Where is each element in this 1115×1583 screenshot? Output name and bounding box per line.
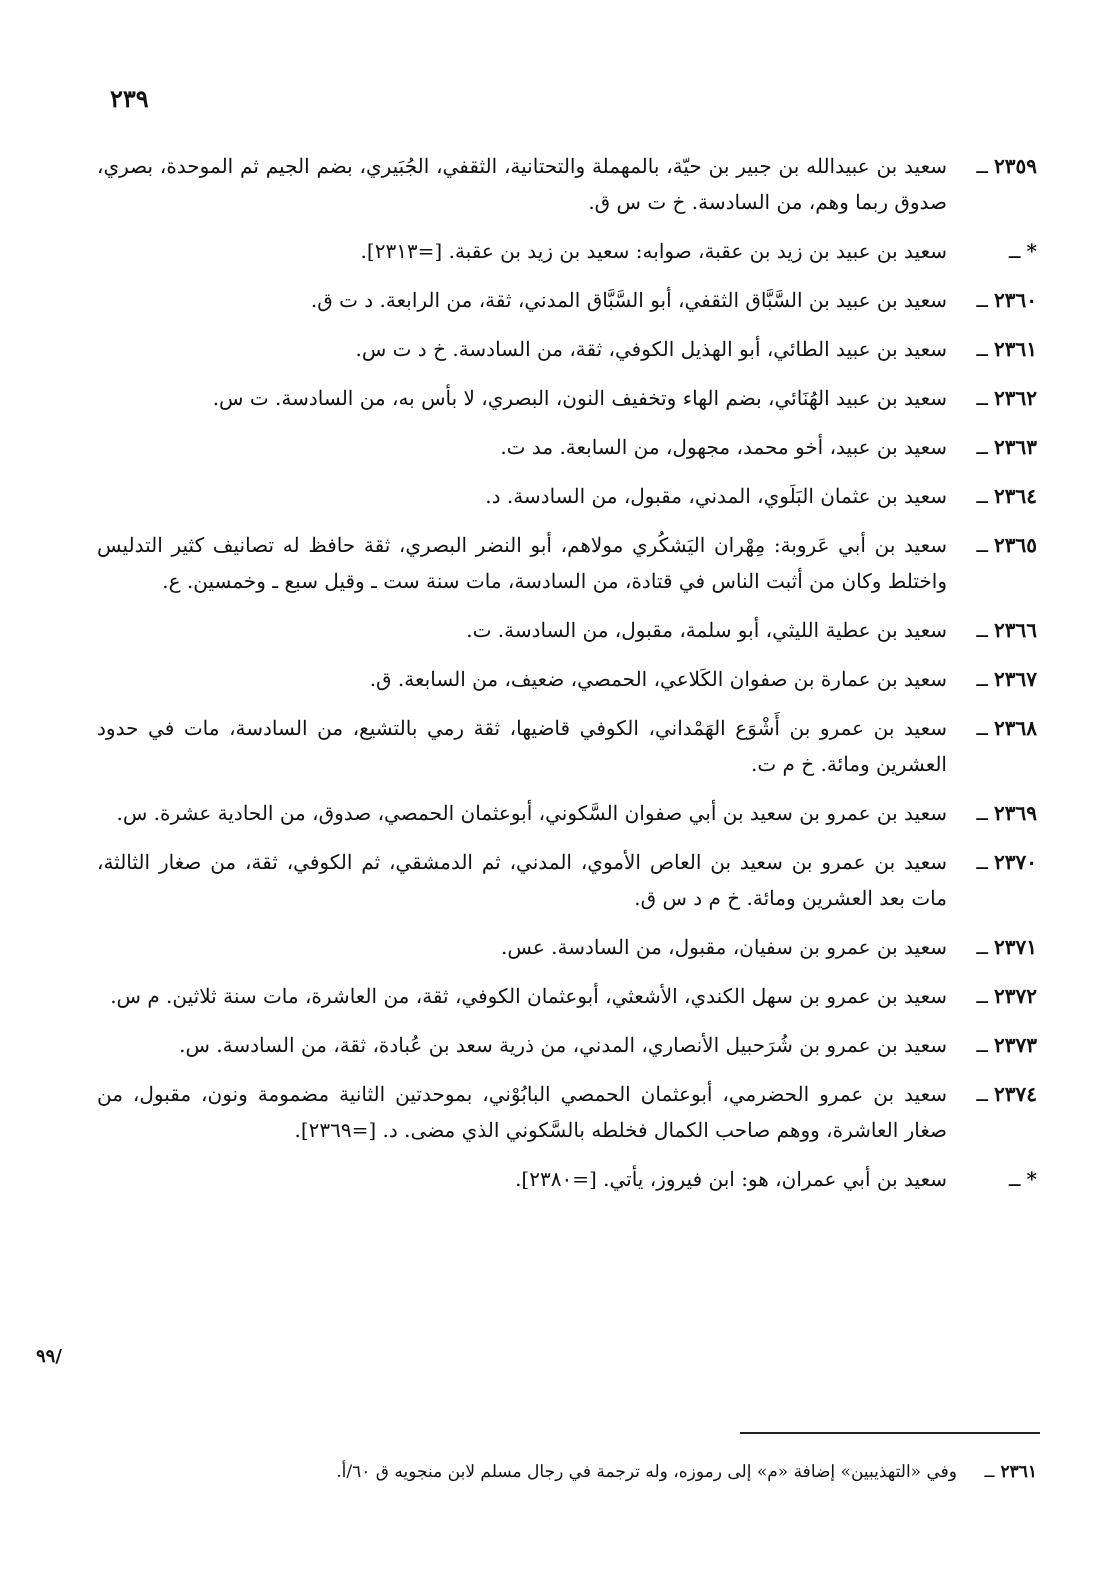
footnote-divider	[740, 1432, 1040, 1434]
page-number: ٢٣٩	[110, 84, 149, 113]
footnote	[97, 1458, 1037, 1486]
entry-text: سعيد بن عبيدالله بن جبير بن حيّة، بالمهملة والتحتانية، الثقفي، الجُبَيري، بضم الجيم ثم الموحدة، بصري، صدوق ربما وهم، من السادسة. خ ت س ق.	[97, 154, 947, 214]
entry-number: ٢٣٦٤ــ	[976, 484, 1037, 508]
entry-text: سعيد بن عمرو بن سعيد بن العاص الأموي، المدني، ثم الدمشقي، ثم الكوفي، ثقة، من صغار الثالثة، مات بعد العشرين ومائة. خ م د س ق.	[97, 850, 947, 910]
entry-item	[97, 527, 1037, 599]
entry-text: سعيد بن أبي عمران، هو: ابن فيروز، يأتي. [=٢٣٨٠].	[515, 1167, 947, 1191]
entry-number: ٢٣٦٥ــ	[976, 533, 1037, 557]
entry-number: ٢٣٦٨ــ	[976, 716, 1037, 740]
entry-number: ٢٣٦٣ــ	[976, 435, 1037, 459]
entry-text: سعيد بن أبي عَروبة: مِهْران اليَشكُري مولاهم، أبو النضر البصري، ثقة حافظ له تصانيف كثير التدليس واختلط وكان من أثبت الناس في قتادة، من السادسة، مات سنة ست ـ وقيل سبع ـ وخمسين. ع.	[97, 533, 947, 593]
entry-number: ٢٣٧٢ــ	[976, 984, 1037, 1008]
entry-item	[97, 661, 1037, 697]
entry-number: *ــ	[1008, 1167, 1037, 1191]
entry-item	[97, 148, 1037, 220]
entry-item	[97, 478, 1037, 514]
entry-text: سعيد بن عمارة بن صفوان الكَلاعي، الحمصي، ضعيف، من السابعة. ق.	[369, 667, 947, 691]
margin-note: /٩٩	[36, 1346, 62, 1367]
entry-text: سعيد بن عطية الليثي، أبو سلمة، مقبول، من السادسة. ت.	[466, 618, 947, 642]
entry-item	[97, 612, 1037, 648]
entry-item	[97, 710, 1037, 782]
entry-item	[97, 795, 1037, 831]
entry-text: سعيد بن عبيد الطائي، أبو الهذيل الكوفي، ثقة، من السادسة. خ د ت س.	[355, 337, 947, 361]
entry-text: سعيد بن عمرو بن سفيان، مقبول، من السادسة. عس.	[501, 935, 947, 959]
entry-item	[97, 282, 1037, 318]
entry-item	[97, 429, 1037, 465]
entry-number: ٢٣٦١ــ	[976, 337, 1037, 361]
entry-item	[97, 1027, 1037, 1063]
entry-text: سعيد بن عمرو بن أَشْوَع الهَمْداني، الكوفي قاضيها، ثقة رمي بالتشيع، من السادسة، مات في حدود العشرين ومائة. خ م ت.	[97, 716, 947, 776]
entry-item	[97, 844, 1037, 916]
entry-text: سعيد بن عبيد، أخو محمد، مجهول، من السابعة. مد ت.	[500, 435, 947, 459]
entry-text: سعيد بن عثمان البَلَوي، المدني، مقبول، من السادسة. د.	[485, 484, 947, 508]
entry-number: ٢٣٧١ــ	[976, 935, 1037, 959]
entry-number: ٢٣٧٣ــ	[976, 1033, 1037, 1057]
entry-number: ٢٣٧٠ــ	[976, 850, 1037, 874]
entry-item	[97, 1161, 1037, 1197]
entry-text: سعيد بن عمرو الحضرمي، أبوعثمان الحمصي البابُوْني، بموحدتين الثانية مضمومة ونون، مقبول، من صغار العاشرة، ووهم صاحب الكمال فخلطه بالسَّكوني الذي مضى. د. [=٢٣٦٩].	[97, 1082, 947, 1142]
footnote-number: ٢٣٦١ــ	[984, 1462, 1037, 1482]
entry-item	[97, 380, 1037, 416]
entry-number: ٢٣٧٤ــ	[976, 1082, 1037, 1106]
entry-text: سعيد بن عمرو بن سهل الكندي، الأشعثي، أبوعثمان الكوفي، ثقة، من العاشرة، مات سنة ثلاثين. م س.	[110, 984, 947, 1008]
entry-number: ٢٣٦٩ــ	[976, 801, 1037, 825]
entry-item	[97, 1076, 1037, 1148]
entry-text: سعيد بن عبيد بن السَّبَّاق الثقفي، أبو السَّبَّاق المدني، ثقة، من الرابعة. د ت ق.	[310, 288, 947, 312]
entry-item	[97, 233, 1037, 269]
entry-item	[97, 331, 1037, 367]
entry-text: سعيد بن عمرو بن شُرَحبيل الأنصاري، المدني، من ذرية سعد بن عُبادة، ثقة، من السادسة. س.	[179, 1033, 947, 1057]
entry-text: سعيد بن عبيد الهُنَائي، بضم الهاء وتخفيف النون، البصري، لا بأس به، من السادسة. ت س.	[212, 386, 947, 410]
entries-list	[97, 148, 1037, 1210]
entry-number: *ــ	[1008, 239, 1037, 263]
footnote-text: وفي «التهذيبين» إضافة «م» إلى رموزه، وله ترجمة في رجال مسلم لابن منجويه ق ٦٠/أ.	[336, 1462, 957, 1482]
entry-number: ٢٣٦٦ــ	[976, 618, 1037, 642]
entry-number: ٢٣٦٠ــ	[976, 288, 1037, 312]
entry-text: سعيد بن عبيد بن زيد بن عقبة، صوابه: سعيد بن زيد بن عقبة. [=٢٣١٣].	[360, 239, 947, 263]
entry-text: سعيد بن عمرو بن سعيد بن أبي صفوان السَّكوني، أبوعثمان الحمصي، صدوق، من الحادية عشرة. س.	[116, 801, 947, 825]
entry-number: ٢٣٦٢ــ	[976, 386, 1037, 410]
entry-number: ٢٣٥٩ــ	[976, 154, 1037, 178]
entry-number: ٢٣٦٧ــ	[976, 667, 1037, 691]
entry-item	[97, 978, 1037, 1014]
entry-item	[97, 929, 1037, 965]
